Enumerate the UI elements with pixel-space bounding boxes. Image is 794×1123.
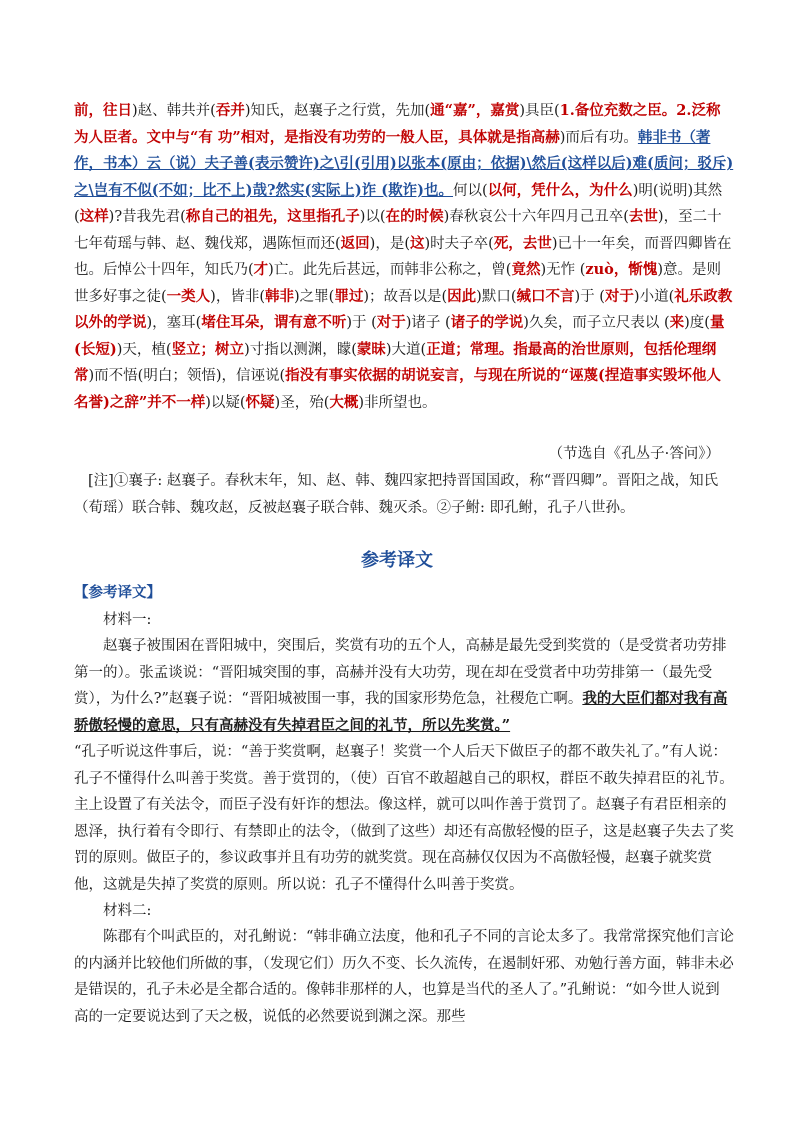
footnote: [注]①襄子: 赵襄子。春秋末年，知、赵、韩、魏四家把持晋国国政，称“晋四卿”。晋阳之战，知氏（荀瑶）联合韩、魏攻赵，反被赵襄子联合韩、魏灭杀。②子鲋: 即孔鲋，孔子八世孙。	[74, 473, 719, 516]
gloss: 前，往日	[74, 102, 132, 119]
material-one-paragraph-2: “孔子听说这件事后，说：“善于奖赏啊，赵襄子！奖赏一个人后天下做臣子的都不敢失礼了。”有人说：孔子不懂得什么叫善于奖赏。善于赏罚的，（使）百官不敢超越自己的职权，群臣不敢失掉君臣的礼节。主上设置了有关法令，而臣子没有奸诈的想法。像这样，就可以叫作善于赏罚了。赵襄子有君臣相亲的恩泽，执行着有令即行、有禁即止的法令，（做到了这些）却还有高傲轻慢的臣子，这是赵襄子失去了奖罚的原则。做臣子的，参议政事并且有功劳的就奖赏。现在高赫仅仅因为不高傲轻慢，赵襄子就奖赏他，这就是失掉了奖赏的原则。所以说：孔子不懂得什么叫善于奖赏。	[74, 744, 734, 893]
material-one-paragraph: 赵襄子被围困在晋阳城中，突围后，奖赏有功的五个人，高赫是最先受到奖赏的（是受赏者功劳排第一的）。张孟谈说：“晋阳城突围的事，高赫并没有大功劳，现在却在受赏者中功劳排第一（最先受赏），为什么?”赵襄子说：“晋阳城被围一事，我的国家形势危急，社稷危亡啊。我的大臣们都对我有高骄傲轻慢的意思，只有高赫没有失掉君臣之间的礼节，所以先奖赏。”	[74, 638, 728, 734]
material-one-title: 材料一:	[103, 612, 152, 628]
emphasized-sentence: 我的大臣们都对我有高骄傲轻慢的意思，只有高赫没有失掉君臣之间的礼节，所以先奖赏。”	[74, 690, 728, 734]
source-citation: （节选自《孔丛子·答问》）	[548, 446, 720, 462]
material-two-paragraph: 陈郡有个叫武臣的，对孔鲋说：“韩非确立法度，他和孔子不同的言论太多了。我常常探究他们言论的内涵并比较他们所做的事，（发现它们）历久不变、长久流传，在遏制奸邪、劝勉行善方面，韩非未必是错误的，孔子未必是全都合适的。像韩非那样的人，也算是当代的圣人了。”孔鲋说：“如今世人说到高的一定要说达到了天之极，说低的必然要说到渊之深。那些	[74, 929, 734, 1025]
section-heading: 参考译文	[361, 550, 433, 571]
passage-paragraph: 前，往日)赵、韩共并(吞并)知氏，赵襄子之行赏，先加(通“嘉”，嘉赏)具臣(1.备位充数之臣。2.泛称为人臣者。文中与“有 功”相对，是指没有功劳的一般人臣，具体就是指高赫)而后有功。韩非书（著作，书本）云（说）夫子善(表示赞许)之\引(引用)以张本(原由；依据)\然后(这样以后)难(质问；驳斥)之\岂有不似(不如；比不上)哉?然实(实际上)诈 (欺诈)也。何以(以何，凭什么，为什么)明(说明)其然(这样)?昔我先君(称自己的祖先，这里指孔子)以(在的时候)春秋哀公十六年四月己丑卒(去世)，至二十七年荀瑶与韩、赵、魏伐郑，遇陈恒而还(返回)，是(这)时夫子卒(死，去世)已十一年矣，而晋四卿皆在也。后悼公十四年，知氏乃(才)亡。此先后甚远，而韩非公称之，曾(竟然)无怍 (zuò，惭愧)意。是则世多好事之徒(一类人)，皆非(韩非)之罪(罪过)；故吾以是(因此)默口(缄口不言)于 (对于)小道(礼乐政教以外的学说)，塞耳(堵住耳朵，谓有意不听)于 (对于)诸子 (诸子的学说)久矣，而子立尺表以 (来)度(量(长短))天，植(竖立；树立)寸指以测渊，矇(蒙昧)大道(正道；常理。指最高的治世原则，包括伦理纲常)而不悟(明白；领悟)，信诬说(指没有事实依据的胡说妄言，与现在所说的“诬蔑(捏造事实毁坏他人名誉)之辞”并不一样)以疑(怀疑)圣，殆(大概)非所望也。	[74, 102, 734, 411]
material-two-title: 材料二:	[103, 903, 152, 919]
underlined-sentence: 韩非书（著作，书本）云（说）夫子善(表示赞许)之\引(引用)以张本(原由；依据)\然后(这样以后)难(质问；驳斥)之\岂有不似(不如；比不上)哉?然实(实际上)诈 (欺诈)也。	[74, 128, 734, 199]
translation-label: 【参考译文】	[74, 584, 161, 601]
